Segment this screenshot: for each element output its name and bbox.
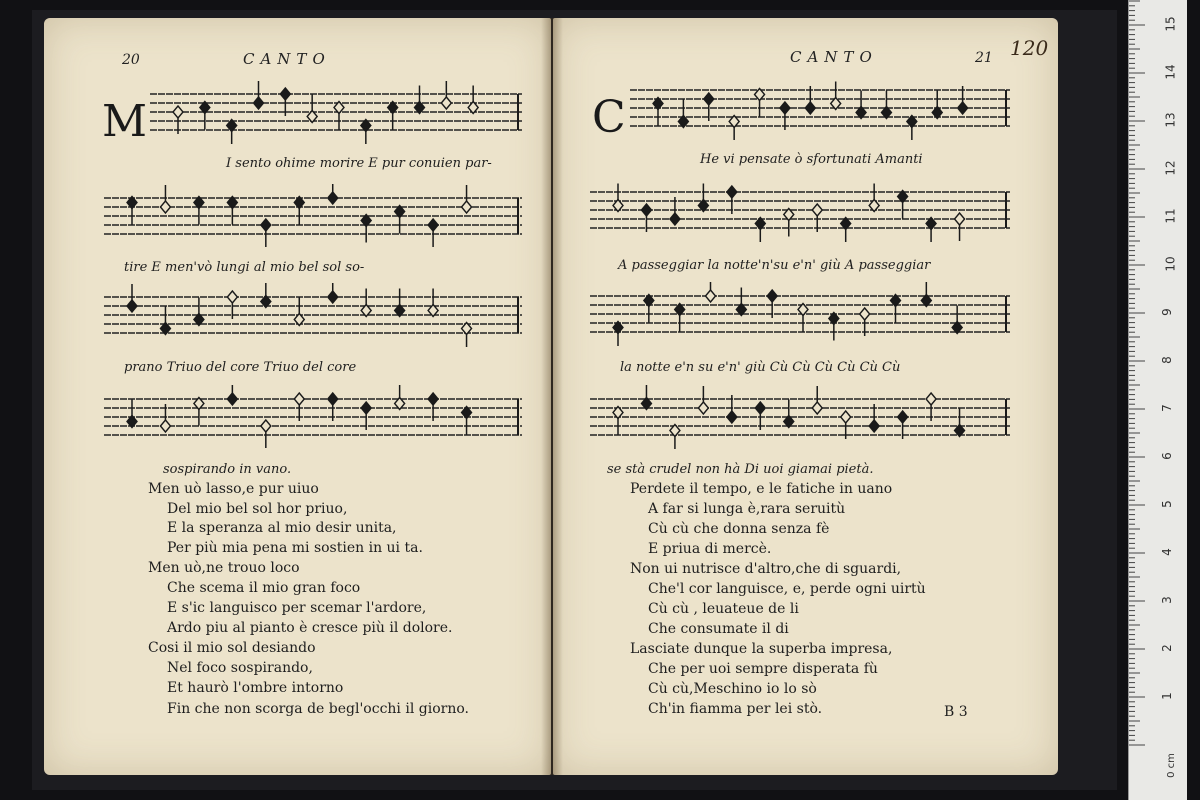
right-verse-line: Che'l cor languisce, e, perde ogni uirtù [648,581,926,597]
left-lyric-line-2: tire E men'vò lungi al mio bel sol so- [124,260,365,275]
right-verse-line: A far si lunga è,rara seruitù [648,501,846,517]
right-verse-line: E priua di mercè. [648,541,772,557]
note-head [841,411,851,423]
note-head [173,106,183,118]
signature-mark: B 3 [944,704,968,720]
right-page-number: 21 [975,50,993,66]
ruler-number: 11 [1163,208,1178,224]
left-verse-line: Nel foco sospirando, [167,660,313,676]
note-head [755,402,765,414]
note-head [261,420,271,432]
right-decorated-initial: C [592,92,626,143]
ruler-number: 7 [1159,404,1174,412]
note-head [328,291,338,303]
left-lyric-line-3: prano Triuo del core Triuo del core [124,360,357,375]
right-running-head: CANTO [790,48,878,66]
note-head [670,213,680,225]
note-head [160,201,170,213]
left-running-head: CANTO [243,50,331,68]
right-staff-4 [590,385,1010,449]
left-staff-1 [150,80,522,144]
ruler-unit-label: 0 cm [1165,753,1177,778]
note-head [127,300,137,312]
right-verse-line: Non ui nutrisce d'altro,che di sguardi, [630,561,902,577]
left-verse-line: Cosi il mio sol desiando [148,640,316,656]
ruler-number: 3 [1159,596,1174,604]
note-head [805,102,815,114]
ruler-number: 5 [1159,500,1174,508]
note-head [958,102,968,114]
left-verse-line: Men uò lasso,e pur uiuo [148,481,319,497]
note-head [869,420,879,432]
right-lyric-line-3: la notte e'n su e'n' giù Cù Cù Cù Cù Cù Cù [620,360,901,375]
measuring-ruler [1128,0,1187,800]
note-head [160,420,170,432]
right-verse-line: Che consumate il di [648,621,789,637]
note-head [428,393,438,405]
right-verse-line: Cù cù che donna senza fè [648,521,830,537]
note-head [328,393,338,405]
note-head [328,192,338,204]
note-head [261,219,271,231]
right-lyric-line-2: A passeggiar la notte'n'su e'n' giù A passeggiar [618,258,931,273]
note-head [780,102,790,114]
note-head [227,291,237,303]
left-verse-line: Ardo piu al pianto è cresce più il dolore. [167,620,453,636]
left-lyric-line-1: I sento ohime morire E pur conuien par- [226,156,492,171]
note-head [254,97,264,109]
note-head [727,186,737,198]
note-head [641,204,651,216]
right-lyric-line-4: se stà crudel non hà Di uoi giamai pietà. [607,462,874,477]
ruler-number: 4 [1159,548,1174,556]
note-head [462,201,472,213]
note-head [955,213,965,225]
note-head [698,402,708,414]
right-verse-line: Cù cù , leuateue de li [648,601,799,617]
note-head [812,402,822,414]
left-staff-4 [104,385,522,449]
ruler-number: 9 [1159,308,1174,316]
right-verse-line: Che per uoi sempre disperata fù [648,661,878,677]
note-head [280,88,290,100]
right-staff-1 [630,76,1010,140]
left-verse-line: Fin che non scorga de begl'occhi il giorno. [167,701,469,717]
left-verse-line: Men uò,ne trouo loco [148,560,300,576]
note-head [361,402,371,414]
ruler-ticks [1129,0,1187,800]
note-head [294,393,304,405]
ruler-number: 14 [1163,64,1178,80]
left-staff-2 [104,184,522,248]
note-head [706,290,716,302]
note-head [860,308,870,320]
note-head [428,219,438,231]
left-verse-line: E la speranza al mio desir unita, [167,520,397,536]
left-staff-3 [104,283,522,347]
note-head [812,204,822,216]
note-head [704,93,714,105]
left-lyric-line-4: sospirando in vano. [163,462,292,477]
left-verse-line: E s'ic languisco per scemar l'ardore, [167,600,427,616]
right-verse-line: Lasciate dunque la superba impresa, [630,641,893,657]
left-verse-line: Per più mia pena mi sostien in ui ta. [167,540,423,556]
right-staff-2 [590,178,1010,242]
ruler-number: 2 [1159,644,1174,652]
right-lyric-line-1: He vi pensate ò sfortunati Amanti [700,152,923,167]
note-head [898,411,908,423]
left-page-number: 20 [122,52,140,68]
note-head [926,393,936,405]
right-verse-line: Ch'in fiamma per lei stò. [648,701,823,717]
left-verse-line: Che scema il mio gran foco [167,580,361,596]
ruler-number: 8 [1159,356,1174,364]
ruler-number: 1 [1159,692,1174,700]
ruler-number: 10 [1163,256,1178,272]
right-verse-line: Cù cù,Meschino io lo sò [648,681,817,697]
right-staff-3 [590,282,1010,346]
book-gutter [541,18,563,775]
right-verse-line: Perdete il tempo, e le fatiche in uano [630,481,893,497]
left-verse-line: Et haurò l'ombre intorno [167,680,344,696]
ruler-number: 12 [1163,160,1178,176]
note-head [227,393,237,405]
note-head [441,97,451,109]
ruler-number: 13 [1163,112,1178,128]
manuscript-folio-number: 120 [1010,36,1049,60]
left-verse-line: Del mio bel sol hor priuo, [167,501,348,517]
left-decorated-initial: M [102,96,148,147]
ruler-number: 6 [1159,452,1174,460]
note-head [767,290,777,302]
note-head [727,411,737,423]
ruler-number: 15 [1163,16,1178,32]
